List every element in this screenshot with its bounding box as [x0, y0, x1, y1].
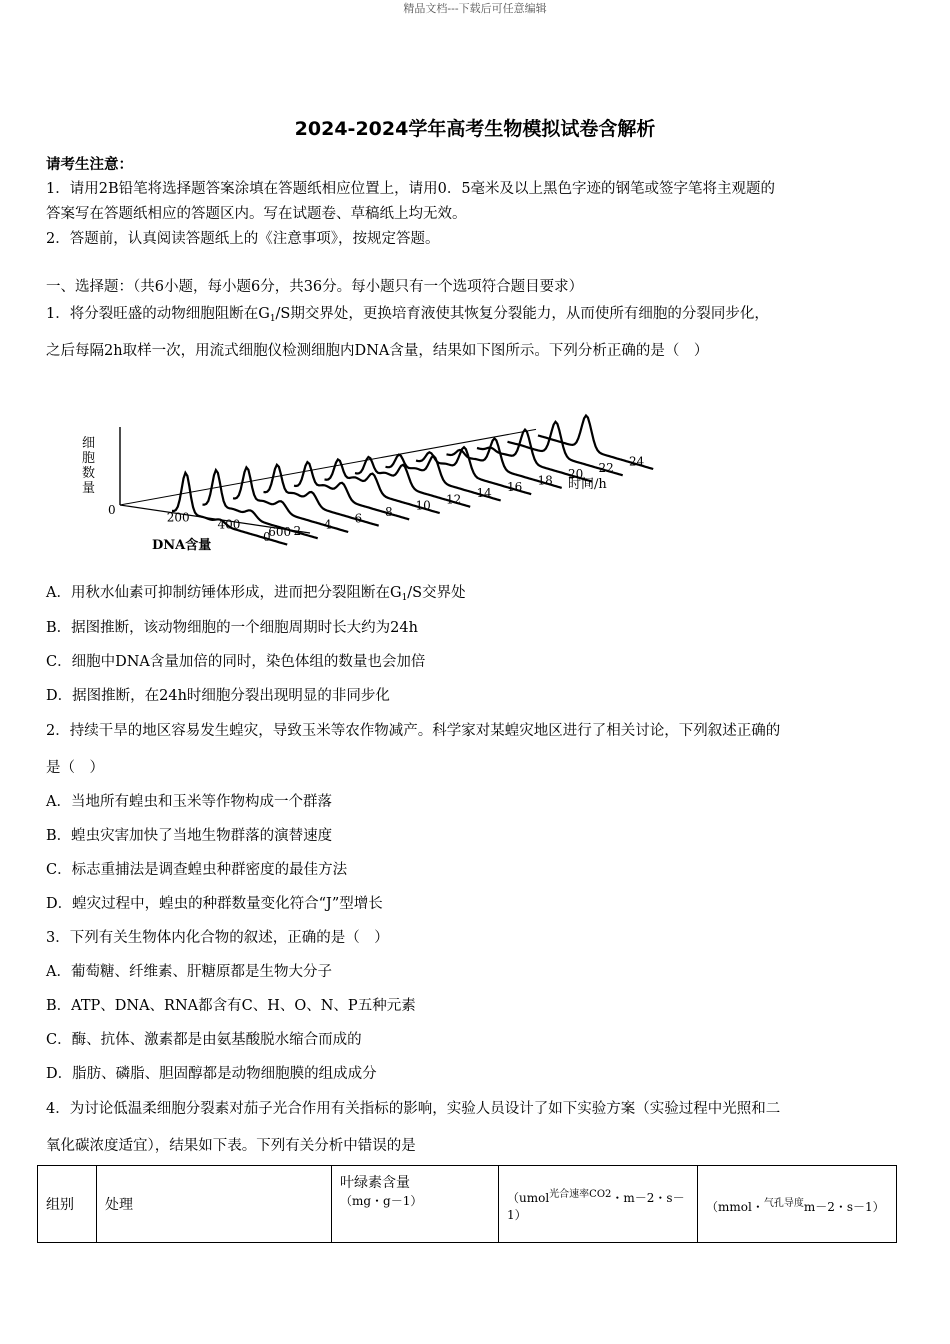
q3-option-d: D．脂肪、磷脂、胆固醇都是动物细胞膜的组成成分: [46, 1066, 377, 1082]
q3-stem: 3．下列有关生物体内化合物的叙述，正确的是（ ）: [46, 930, 389, 946]
table-header-row: [38, 1166, 897, 1243]
col-treatment: 处理: [97, 1166, 332, 1243]
q1-option-d: D．据图推断，在24h时细胞分裂出现明显的非同步化: [46, 688, 390, 704]
time-tick-label: 6: [354, 511, 363, 526]
q2-option-d: D．蝗灾过程中，蝗虫的种群数量变化符合“J”型增长: [46, 896, 383, 912]
q2-option-a: A．当地所有蝗虫和玉米等作物构成一个群落: [46, 794, 332, 810]
y-axis-label-char: 细: [82, 436, 96, 451]
q3-option-b: B．ATP、DNA、RNA都含有C、H、O、N、P五种元素: [46, 998, 416, 1014]
q1-option-a: A．用秋水仙素可抑制纺锤体形成，进而把分裂阻断在$G_1/S$交界处: [46, 585, 466, 603]
q1-stem-b: 之后每隔2h取样一次，用流式细胞仪检测细胞内DNA含量，结果如下图所示。下列分析正确的是（ ）: [46, 343, 709, 359]
x-tick-label: 0: [108, 503, 116, 517]
time-tick-label: 14: [476, 486, 492, 501]
col-group: 组别: [38, 1166, 97, 1243]
time-axis-label: 时间/h: [568, 477, 607, 492]
y-axis-label-char: 数: [82, 466, 96, 481]
notice-item1b: 答案写在答题纸相应的答题区内。写在试题卷、草稿纸上均无效。: [46, 206, 467, 222]
notice-item1a: 1．请用2B铅笔将选择题答案涂填在答题纸相应位置上，请用0．5毫米及以上黑色字迹的钢笔或签字笔将主观题的: [46, 181, 776, 197]
time-tick-label: 4: [323, 517, 332, 532]
time-tick-label: 2: [293, 523, 302, 538]
time-tick-label: 22: [598, 460, 614, 475]
y-axis-label-char: 量: [82, 481, 96, 496]
q3-option-c: C．酶、抗体、激素都是由氨基酸脱水缩合而成的: [46, 1032, 362, 1048]
time-tick-label: 18: [537, 473, 553, 488]
notice-item2: 2．答题前，认真阅读答题纸上的《注意事项》，按规定答题。: [46, 231, 440, 247]
q1-stem-a: 1．将分裂旺盛的动物细胞阻断在$G_1/S$期交界处，更换培育液使其恢复分裂能力，从而使所有细胞的分裂同步化，: [46, 306, 769, 324]
col-stomatal-conductance: （mmol・$^{气孔导度}$m－2・s－1）: [698, 1166, 897, 1243]
q2-option-c: C．标志重捕法是调查蝗虫种群密度的最佳方法: [46, 862, 348, 878]
q4-stem-a: 4．为讨论低温柔细胞分裂素对茄子光合作用有关指标的影响，实验人员设计了如下实验方案（实验过程中光照和二: [46, 1101, 781, 1117]
q2-stem-b: 是（ ）: [46, 760, 104, 776]
notice-heading: 请考生注意：: [46, 156, 133, 173]
q3-option-a: A．葡萄糖、纤维素、肝糖原都是生物大分子: [46, 964, 332, 980]
y-axis-label-char: 胞: [82, 451, 96, 466]
q2-option-b: B．蝗虫灾害加快了当地生物群落的演替速度: [46, 828, 333, 844]
x-tick-label: 200: [166, 510, 190, 525]
q2-stem-a: 2．持续干旱的地区容易发生蝗灾，导致玉米等农作物减产。科学家对某蝗灾地区进行了相关讨论，下列叙述正确的: [46, 723, 781, 739]
col-photosynthesis-rate: （umol$^{光合速率CO2}$・m－2・s－1）: [499, 1166, 698, 1243]
section-heading: 一、选择题：（共6小题，每小题6分，共36分。每小题只有一个选项符合题目要求）: [46, 279, 584, 295]
results-table: [37, 1165, 897, 1243]
page-title: 2024-2024学年高考生物模拟试卷含解析: [294, 118, 656, 140]
time-tick-label: 10: [415, 498, 431, 513]
flow-cytometry-chart: [80, 385, 700, 555]
time-tick-label: 16: [506, 479, 523, 494]
time-tick-label: 8: [384, 504, 393, 519]
x-axis-label: DNA含量: [152, 538, 212, 553]
q4-stem-b: 氧化碳浓度适宜），结果如下表。下列有关分析中错误的是: [46, 1138, 416, 1154]
x-tick-label: 400: [217, 517, 241, 532]
time-tick-label: 12: [445, 492, 462, 507]
q1-option-c: C．细胞中DNA含量加倍的同时，染色体组的数量也会加倍: [46, 654, 426, 670]
time-tick-label: 0: [262, 530, 271, 545]
col-chlorophyll: 叶绿素含量 （mg・g－1）: [332, 1166, 499, 1243]
time-tick-label: 20: [567, 467, 584, 482]
q1-option-b: B．据图推断，该动物细胞的一个细胞周期时长大约为24h: [46, 620, 418, 636]
time-tick-label: 24: [628, 454, 645, 469]
x-tick-label: 600: [268, 525, 292, 539]
page-header: 精品文档---下载后可任意编辑: [403, 2, 547, 15]
